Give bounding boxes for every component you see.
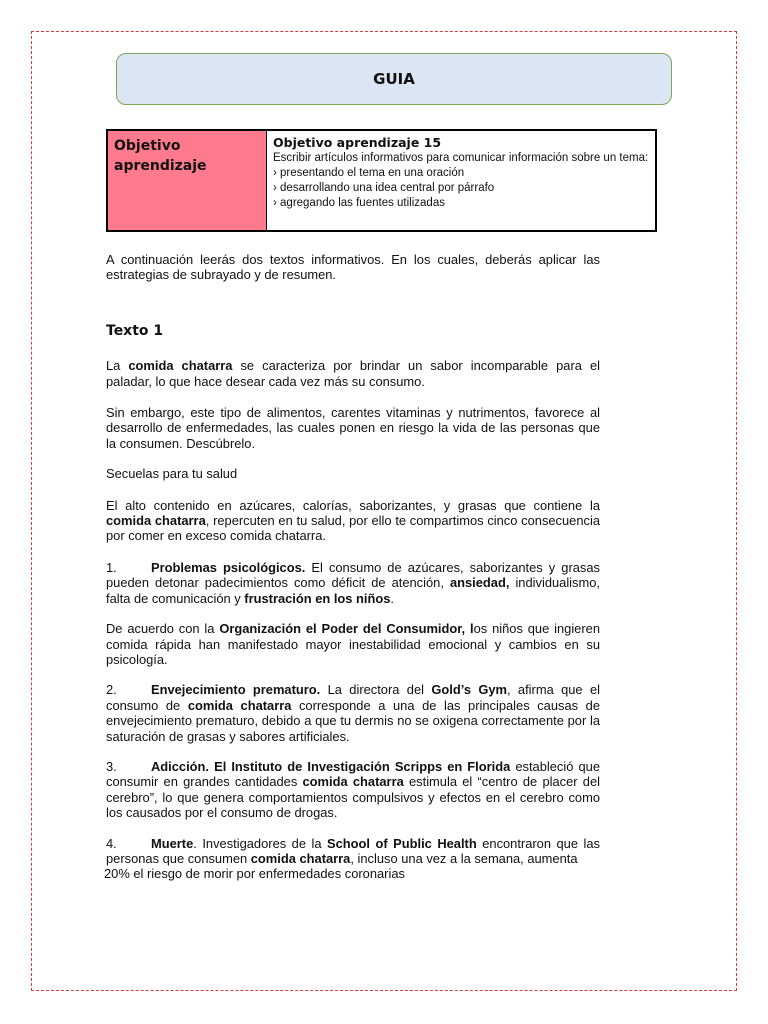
objective-label: Objetivo aprendizaje <box>114 138 207 174</box>
list-item-continuation: 20% el riesgo de morir por enfermedades coronarias <box>104 866 405 882</box>
document-body <box>106 252 600 882</box>
intro-paragraph: A continuación leerás dos textos informativos. En los cuales, deberás aplicar las estrategias de subrayado y de resumen. <box>106 252 600 283</box>
objective-table <box>106 129 657 232</box>
list-item: 2. Envejecimiento prematuro. La directora del Gold’s Gym, afirma que el consumo de comida chatarra corresponde a una de las principales causas de envejecimiento prematuro, debido a que tu dermis no se oxigena correctamente por la saturación de grasas y sabores artificiales. <box>106 682 601 744</box>
objective-bullet: › desarrollando una idea central por párrafo <box>273 182 495 194</box>
objective-description: Escribir artículos informativos para comunicar información sobre un tema: <box>273 152 649 164</box>
objective-detail-cell <box>267 131 655 230</box>
page-title: GUIA <box>373 70 415 88</box>
list-item: 4. Muerte. Investigadores de la School of Public Health encontraron que las personas que consumen comida chatarra, incluso una vez a la semana, aumenta <box>106 835 600 866</box>
objective-bullet: › agregando las fuentes utilizadas <box>273 197 445 209</box>
section-heading: Texto 1 <box>106 322 164 339</box>
subheading: Secuelas para tu salud <box>106 466 238 482</box>
list-item: 3. Adicción. El Instituto de Investigación Scripps en Florida estableció que consumir en grandes cantidades comida chatarra estimula el “centro de placer del cerebro”, lo que genera comportamientos compulsivos y efectos en el cerebro como los causados por el consumo de drogas. <box>106 758 600 821</box>
paragraph: Sin embargo, este tipo de alimentos, carentes vitaminas y nutrimentos, favorece al desarrollo de enfermedades, las cuales ponen en riesgo la vida de las personas que la consumen. Descúbrelo. <box>106 405 600 451</box>
page-title-box <box>116 53 672 105</box>
paragraph: El alto contenido en azúcares, calorías, saborizantes, y grasas que contiene la comida chatarra, repercuten en tu salud, por ello te compartimos cinco consecuencia por comer en exceso comida chatarra. <box>106 497 600 544</box>
objective-label-cell <box>108 131 267 230</box>
paragraph: De acuerdo con la Organización el Poder del Consumidor, los niños que ingieren comida rápida han manifestado mayor inestabilidad emocional y cambios en su psicología. <box>106 621 600 667</box>
objective-bullet: › presentando el tema en una oración <box>273 167 465 179</box>
list-item: 1. Problemas psicológicos. El consumo de azúcares, saborizantes y grasas pueden detonar padecimientos como déficit de atención, ansiedad, individualismo, falta de comunicación y frustración en los niños. <box>106 559 600 606</box>
paragraph: La comida chatarra se caracteriza por brindar un sabor incomparable para el paladar, lo que hace desear cada vez más su consumo. <box>106 358 601 389</box>
objective-title: Objetivo aprendizaje 15 <box>273 135 442 150</box>
